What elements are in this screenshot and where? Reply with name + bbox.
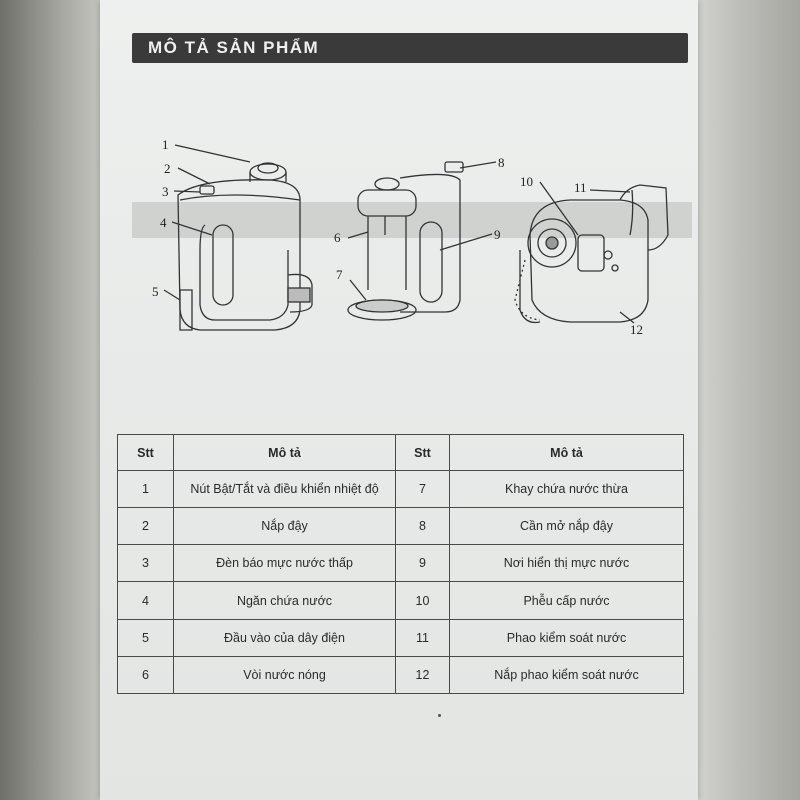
row-description: Phễu cấp nước <box>450 582 684 619</box>
row-number: 3 <box>118 545 174 582</box>
kettle-open-lid-view <box>515 185 668 323</box>
row-number: 12 <box>396 656 450 693</box>
row-description: Ngăn chứa nước <box>174 582 396 619</box>
header-desc-left: Mô tả <box>174 435 396 471</box>
row-number: 4 <box>118 582 174 619</box>
row-description: Nút Bật/Tắt và điều khiển nhiệt độ <box>174 471 396 508</box>
callout-9: 9 <box>494 227 501 242</box>
section-title: MÔ TẢ SẢN PHẨM <box>148 38 320 57</box>
callout-8: 8 <box>498 155 505 170</box>
parts-table <box>117 434 684 694</box>
header-stt-right: Stt <box>396 435 450 471</box>
page-mark-dot <box>438 714 441 717</box>
row-description: Vòi nước nóng <box>174 656 396 693</box>
callout-7: 7 <box>336 267 343 282</box>
row-description: Nơi hiển thị mực nước <box>450 545 684 582</box>
table-row <box>118 656 684 693</box>
header-desc-right: Mô tả <box>450 435 684 471</box>
callout-1: 1 <box>162 140 169 152</box>
row-description: Khay chứa nước thừa <box>450 471 684 508</box>
row-number: 8 <box>396 508 450 545</box>
row-description: Phao kiểm soát nước <box>450 619 684 656</box>
background-left <box>0 0 108 800</box>
callout-10: 10 <box>520 174 533 189</box>
row-number: 7 <box>396 471 450 508</box>
row-number: 10 <box>396 582 450 619</box>
table-row <box>118 619 684 656</box>
callout-4: 4 <box>160 215 167 230</box>
callout-11: 11 <box>574 180 587 195</box>
table-row <box>118 471 684 508</box>
row-description: Đầu vào của dây điện <box>174 619 396 656</box>
table-row <box>118 582 684 619</box>
row-number: 9 <box>396 545 450 582</box>
row-description: Nắp phao kiểm soát nước <box>450 656 684 693</box>
row-number: 5 <box>118 619 174 656</box>
callout-5: 5 <box>152 284 159 299</box>
callout-12: 12 <box>630 322 643 337</box>
background-right <box>690 0 800 800</box>
table-header-row <box>118 435 684 471</box>
table-row <box>118 545 684 582</box>
row-description: Nắp đậy <box>174 508 396 545</box>
callout-3: 3 <box>162 184 169 199</box>
table-row <box>118 508 684 545</box>
callout-6: 6 <box>334 230 341 245</box>
header-stt-left: Stt <box>118 435 174 471</box>
row-number: 6 <box>118 656 174 693</box>
row-description: Đèn báo mực nước thấp <box>174 545 396 582</box>
product-illustrations <box>100 140 690 340</box>
row-number: 11 <box>396 619 450 656</box>
row-number: 1 <box>118 471 174 508</box>
kettle-side-view <box>348 162 463 320</box>
callout-2: 2 <box>164 161 171 176</box>
row-number: 2 <box>118 508 174 545</box>
row-description: Cần mở nắp đậy <box>450 508 684 545</box>
kettle-front-view <box>178 163 312 330</box>
